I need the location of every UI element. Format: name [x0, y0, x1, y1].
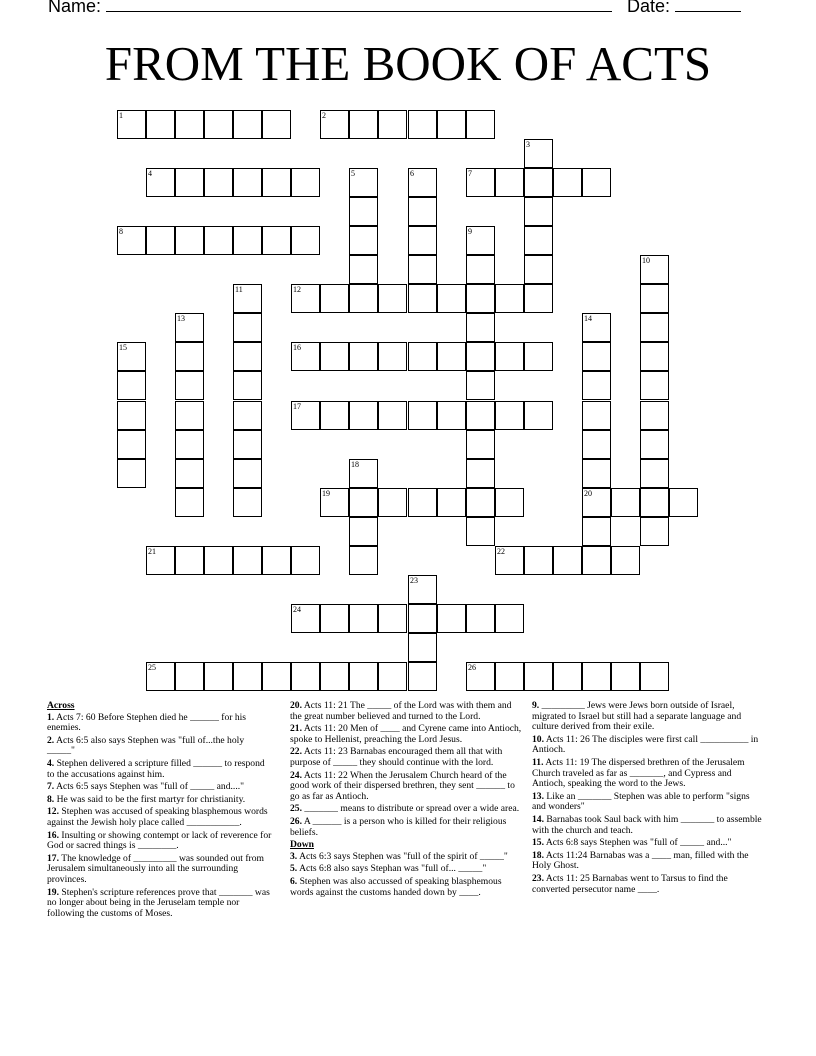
grid-cell[interactable]	[378, 342, 407, 371]
clue-item	[47, 888, 272, 920]
clue-item-text: Insulting or showing contempt or lack of reverence for God or sacred things is ________.	[47, 829, 272, 852]
grid-cell[interactable]	[349, 168, 378, 197]
grid-cell[interactable]	[582, 459, 611, 488]
clue-item-text: Acts 11: 21 The _____ of the Lord was with them and the great number believed and turned to the Lord.	[290, 700, 512, 722]
grid-cell[interactable]	[320, 488, 349, 517]
clue-item	[532, 838, 762, 849]
down-clue-list-cont	[532, 701, 762, 895]
grid-cell[interactable]	[466, 371, 495, 400]
clue-item-text: Acts 11: 23 Barnabas encouraged them all that with purpose of _____ they should continue with the lord.	[290, 746, 503, 768]
clue-number: 12	[293, 285, 301, 294]
page-title: FROM THE BOOK OF ACTS	[104, 36, 712, 91]
grid-cell[interactable]	[262, 546, 291, 575]
clue-item-number: 19.	[47, 886, 59, 898]
clue-item-text: Acts 6:5 also says Stephen was "full of...the holy _____"	[47, 734, 245, 757]
grid-cell[interactable]	[233, 430, 262, 459]
grid-cell[interactable]	[175, 488, 204, 517]
grid-cell[interactable]	[175, 342, 204, 371]
clue-item	[532, 851, 762, 872]
clue-number: 24	[293, 605, 301, 614]
clue-number: 13	[177, 314, 185, 323]
clue-item	[532, 735, 762, 756]
grid-cell[interactable]	[320, 604, 349, 633]
grid-cell[interactable]	[378, 284, 407, 313]
grid-cell[interactable]	[495, 342, 524, 371]
grid-cell[interactable]	[408, 401, 437, 430]
grid-cell[interactable]	[437, 284, 466, 313]
grid-cell[interactable]	[320, 284, 349, 313]
grid-cell[interactable]	[466, 342, 495, 371]
grid-cell[interactable]	[291, 226, 320, 255]
grid-cell[interactable]	[524, 139, 553, 168]
grid-cell[interactable]	[495, 546, 524, 575]
grid-cell[interactable]	[175, 662, 204, 691]
clue-item	[532, 758, 762, 790]
grid-cell[interactable]	[437, 342, 466, 371]
clue-item	[290, 747, 522, 768]
clue-item-number: 5.	[290, 863, 298, 875]
grid-cell[interactable]	[233, 488, 262, 517]
clue-number: 15	[119, 343, 127, 352]
grid-cell[interactable]	[233, 342, 262, 371]
clue-item-text: Acts 11:24 Barnabas was a ____ man, filled with the Holy Ghost.	[532, 849, 749, 872]
grid-cell[interactable]	[233, 226, 262, 255]
grid-cell[interactable]	[437, 401, 466, 430]
grid-cell[interactable]	[378, 488, 407, 517]
clue-number: 16	[293, 343, 301, 352]
grid-cell[interactable]	[408, 342, 437, 371]
clue-number: 18	[351, 460, 359, 469]
grid-cell[interactable]	[524, 401, 553, 430]
down-heading: Down	[290, 839, 314, 851]
grid-cell[interactable]	[495, 604, 524, 633]
grid-cell[interactable]	[408, 226, 437, 255]
clue-item	[47, 854, 272, 886]
grid-cell[interactable]	[466, 604, 495, 633]
clue-item-number: 6.	[290, 875, 298, 887]
grid-cell[interactable]	[291, 168, 320, 197]
grid-cell[interactable]	[466, 517, 495, 546]
grid-cell[interactable]	[408, 197, 437, 226]
grid-cell[interactable]	[349, 197, 378, 226]
clue-item-number: 9.	[532, 700, 540, 711]
grid-cell[interactable]	[233, 546, 262, 575]
clue-item	[47, 759, 272, 780]
grid-cell[interactable]	[146, 226, 175, 255]
grid-cell[interactable]	[175, 313, 204, 342]
clue-item	[290, 724, 522, 745]
date-label: Date:	[627, 0, 671, 16]
grid-cell[interactable]	[146, 168, 175, 197]
grid-cell[interactable]	[262, 110, 291, 139]
clue-number: 11	[235, 285, 243, 294]
grid-cell[interactable]	[582, 313, 611, 342]
clue-item-number: 17.	[47, 852, 59, 864]
grid-cell[interactable]	[466, 255, 495, 284]
grid-cell[interactable]	[349, 662, 378, 691]
grid-cell[interactable]	[175, 226, 204, 255]
clue-number: 2	[322, 111, 326, 120]
grid-cell[interactable]	[582, 517, 611, 546]
grid-cell[interactable]	[640, 517, 669, 546]
name-line[interactable]	[106, 0, 612, 12]
grid-cell[interactable]	[553, 168, 582, 197]
grid-cell[interactable]	[524, 284, 553, 313]
clue-number: 9	[468, 227, 472, 236]
grid-cell[interactable]	[408, 284, 437, 313]
grid-cell[interactable]	[466, 226, 495, 255]
grid-cell[interactable]	[291, 546, 320, 575]
clue-item	[532, 792, 762, 813]
grid-cell[interactable]	[117, 342, 146, 371]
grid-cell[interactable]	[146, 662, 175, 691]
clue-number: 4	[148, 169, 152, 178]
grid-cell[interactable]	[466, 284, 495, 313]
clue-item	[290, 852, 522, 863]
grid-cell[interactable]	[524, 168, 553, 197]
grid-cell[interactable]	[204, 110, 233, 139]
clue-item-text: Stephen was accused of speaking blasphemous words against the Jewish holy place called ___________.	[47, 806, 268, 828]
clue-item-text: He was said to be the first martyr for christianity.	[54, 793, 246, 805]
clue-item	[47, 831, 272, 852]
clue-item-number: 10.	[532, 733, 544, 745]
clue-item-number: 4.	[47, 757, 55, 769]
grid-cell[interactable]	[408, 633, 437, 662]
grid-cell[interactable]	[466, 110, 495, 139]
grid-cell[interactable]	[611, 488, 640, 517]
grid-cell[interactable]	[466, 430, 495, 459]
clue-item-text: Stephen was also accussed of speaking blasphemous words against the customs handed down by ____.	[290, 875, 502, 898]
grid-cell[interactable]	[117, 430, 146, 459]
clue-item-text: Stephen's scripture references prove that _______ was no longer about being in the Jeruselam temple nor following the customs of Moses.	[47, 886, 270, 919]
grid-cell[interactable]	[320, 401, 349, 430]
grid-cell[interactable]	[611, 546, 640, 575]
grid-cell[interactable]	[640, 255, 669, 284]
clue-item-number: 16.	[47, 829, 59, 841]
grid-cell[interactable]	[349, 342, 378, 371]
grid-cell[interactable]	[408, 168, 437, 197]
grid-cell[interactable]	[291, 342, 320, 371]
grid-cell[interactable]	[349, 604, 378, 633]
clue-item-number: 13.	[532, 790, 544, 802]
clue-item-text: Acts 6:8 also says Stephan was "full of... _____"	[297, 863, 487, 875]
grid-cell[interactable]	[640, 313, 669, 342]
clue-number: 6	[410, 169, 414, 178]
grid-cell[interactable]	[291, 284, 320, 313]
grid-cell[interactable]	[408, 110, 437, 139]
clue-item-number: 2.	[47, 734, 55, 746]
grid-cell[interactable]	[117, 459, 146, 488]
clue-item-text: Acts 6:3 says Stephen was "full of the spirit of _____"	[297, 850, 508, 862]
name-field[interactable]	[48, 0, 612, 17]
grid-cell[interactable]	[437, 488, 466, 517]
grid-cell[interactable]	[262, 226, 291, 255]
grid-cell[interactable]	[233, 168, 262, 197]
grid-cell[interactable]	[349, 284, 378, 313]
clue-number: 1	[119, 111, 123, 120]
grid-cell[interactable]	[349, 488, 378, 517]
clue-item-number: 8.	[47, 793, 55, 805]
grid-cell[interactable]	[320, 110, 349, 139]
clue-item-number: 14.	[532, 813, 544, 825]
grid-cell[interactable]	[582, 371, 611, 400]
grid-cell[interactable]	[378, 662, 407, 691]
grid-cell[interactable]	[582, 401, 611, 430]
clue-number: 25	[148, 663, 156, 672]
grid-cell[interactable]	[233, 401, 262, 430]
grid-cell[interactable]	[146, 110, 175, 139]
grid-cell[interactable]	[117, 110, 146, 139]
grid-cell[interactable]	[524, 255, 553, 284]
grid-cell[interactable]	[378, 110, 407, 139]
grid-cell[interactable]	[640, 401, 669, 430]
grid-cell[interactable]	[204, 168, 233, 197]
clue-number: 3	[526, 140, 530, 149]
clue-item-text: Like an _______ Stephen was able to perform "signs and wonders"	[532, 790, 750, 813]
name-label: Name:	[48, 0, 102, 16]
grid-cell[interactable]	[669, 488, 698, 517]
grid-cell[interactable]	[291, 401, 320, 430]
clue-item-text: Barnabas took Saul back with him _______ to assemble with the church and teach.	[532, 813, 762, 836]
grid-cell[interactable]	[117, 371, 146, 400]
clue-number: 5	[351, 169, 355, 178]
clue-item-number: 18.	[532, 849, 544, 861]
grid-cell[interactable]	[262, 168, 291, 197]
clue-item-text: _________ Jews were Jews born outside of Israel, migrated to Israel but still had a separate language and culture derived from their exile.	[532, 700, 742, 733]
clue-item-text: Acts 11: 22 When the Jerusalem Church heard of the good work of their dispersed brethren, they sent ______ to go as far as Antioch.	[290, 769, 515, 802]
grid-cell[interactable]	[291, 604, 320, 633]
clue-item	[47, 795, 272, 806]
grid-cell[interactable]	[175, 110, 204, 139]
grid-cell[interactable]	[320, 342, 349, 371]
clue-item-text: Acts 7: 60 Before Stephen died he ______ for his enemies.	[47, 711, 247, 734]
grid-cell[interactable]	[495, 488, 524, 517]
clue-number: 26	[468, 663, 476, 672]
grid-cell[interactable]	[233, 313, 262, 342]
clue-item	[290, 701, 522, 722]
grid-cell[interactable]	[349, 226, 378, 255]
grid-cell[interactable]	[640, 371, 669, 400]
clue-item	[47, 807, 272, 828]
clue-item-number: 11.	[532, 756, 544, 768]
grid-cell[interactable]	[640, 459, 669, 488]
clue-item	[290, 771, 522, 803]
grid-cell[interactable]	[175, 168, 204, 197]
clue-number: 23	[410, 576, 418, 585]
clue-item-number: 15.	[532, 837, 544, 849]
grid-cell[interactable]	[524, 342, 553, 371]
grid-cell[interactable]	[233, 284, 262, 313]
grid-cell[interactable]	[582, 488, 611, 517]
clue-number: 19	[322, 489, 330, 498]
clue-item-number: 24.	[290, 769, 302, 781]
grid-cell[interactable]	[582, 430, 611, 459]
clue-item-text: Acts 11: 26 The disciples were first call __________ in Antioch.	[532, 733, 759, 756]
clue-item-text: Acts 11: 20 Men of ____ and Cyrene came into Antioch, spoke to Hellenist, preaching the Lord Jesus.	[290, 723, 522, 745]
grid-cell[interactable]	[524, 197, 553, 226]
grid-cell[interactable]	[466, 313, 495, 342]
grid-cell[interactable]	[437, 604, 466, 633]
grid-cell[interactable]	[349, 255, 378, 284]
grid-cell[interactable]	[233, 371, 262, 400]
clue-item-number: 21.	[290, 723, 302, 735]
grid-cell[interactable]	[495, 401, 524, 430]
grid-cell[interactable]	[320, 662, 349, 691]
grid-cell[interactable]	[582, 342, 611, 371]
across-clue-list-cont	[290, 701, 522, 838]
clue-number: 7	[468, 169, 472, 178]
grid-cell[interactable]	[524, 546, 553, 575]
clue-item-text: Acts 6:5 says Stephen was "full of _____ and...."	[54, 781, 245, 793]
grid-cell[interactable]	[553, 546, 582, 575]
grid-cell[interactable]	[175, 459, 204, 488]
grid-cell[interactable]	[262, 662, 291, 691]
clue-number: 8	[119, 227, 123, 236]
clue-item-number: 12.	[47, 806, 59, 818]
clue-item-text: Acts 6:8 says Stephen was "full of _____ and..."	[544, 837, 732, 849]
grid-cell[interactable]	[233, 459, 262, 488]
clue-number: 17	[293, 402, 301, 411]
grid-cell[interactable]	[611, 662, 640, 691]
clues-column-2	[290, 701, 522, 900]
clue-item	[290, 817, 522, 838]
grid-cell[interactable]	[349, 546, 378, 575]
clue-item-number: 23.	[532, 872, 544, 884]
clue-item	[290, 877, 522, 898]
grid-cell[interactable]	[582, 662, 611, 691]
clue-item-text: Stephen delivered a scripture filled ______ to respond to the accusations against him.	[47, 757, 265, 780]
grid-cell[interactable]	[640, 284, 669, 313]
clue-item-text: Acts 11: 25 Barnabas went to Tarsus to find the converted persecutor name ____.	[532, 872, 728, 895]
across-heading: Across	[47, 700, 75, 711]
grid-cell[interactable]	[495, 284, 524, 313]
grid-cell[interactable]	[408, 575, 437, 604]
clue-item	[290, 864, 522, 875]
grid-cell[interactable]	[466, 168, 495, 197]
grid-cell[interactable]	[408, 255, 437, 284]
grid-cell[interactable]	[466, 488, 495, 517]
clue-item-number: 22.	[290, 746, 302, 758]
grid-cell[interactable]	[349, 401, 378, 430]
grid-cell[interactable]	[378, 604, 407, 633]
grid-cell[interactable]	[291, 662, 320, 691]
grid-cell[interactable]	[204, 546, 233, 575]
grid-cell[interactable]	[582, 168, 611, 197]
grid-cell[interactable]	[640, 430, 669, 459]
across-clue-list	[47, 713, 272, 920]
clue-item-number: 25.	[290, 803, 302, 815]
grid-cell[interactable]	[495, 168, 524, 197]
grid-cell[interactable]	[204, 662, 233, 691]
grid-cell[interactable]	[553, 662, 582, 691]
clues-column-3	[532, 701, 762, 897]
down-clue-list	[290, 852, 522, 898]
grid-cell[interactable]	[582, 546, 611, 575]
grid-cell[interactable]	[175, 546, 204, 575]
grid-cell[interactable]	[117, 401, 146, 430]
grid-cell[interactable]	[117, 226, 146, 255]
grid-cell[interactable]	[640, 342, 669, 371]
clues-column-1	[47, 701, 272, 921]
grid-cell[interactable]	[349, 459, 378, 488]
clue-number: 10	[642, 256, 650, 265]
clue-item	[47, 736, 272, 757]
grid-cell[interactable]	[233, 662, 262, 691]
clue-number: 22	[497, 547, 505, 556]
grid-cell[interactable]	[204, 226, 233, 255]
grid-cell[interactable]	[378, 401, 407, 430]
clue-item	[47, 713, 272, 734]
grid-cell[interactable]	[437, 110, 466, 139]
grid-cell[interactable]	[408, 604, 437, 633]
grid-cell[interactable]	[175, 430, 204, 459]
clue-item-number: 20.	[290, 700, 302, 711]
clue-item	[47, 782, 272, 793]
clue-item-text: Acts 11: 19 The dispersed brethren of the Jerusalem Church traveled as far as _______, and Cypress and Antioch, speaking the word to the Jews.	[532, 756, 745, 790]
clue-number: 20	[584, 489, 592, 498]
grid-cell[interactable]	[524, 662, 553, 691]
grid-cell[interactable]	[175, 401, 204, 430]
grid-cell[interactable]	[175, 371, 204, 400]
grid-cell[interactable]	[524, 226, 553, 255]
grid-cell[interactable]	[233, 110, 262, 139]
clue-item-text: A ______ is a person who is killed for their religious beliefs.	[290, 815, 507, 838]
clue-item	[290, 804, 522, 815]
date-field[interactable]	[627, 0, 741, 17]
clue-number: 14	[584, 314, 592, 323]
grid-cell[interactable]	[408, 662, 437, 691]
grid-cell[interactable]	[466, 459, 495, 488]
grid-cell[interactable]	[466, 662, 495, 691]
grid-cell[interactable]	[495, 662, 524, 691]
grid-cell[interactable]	[146, 546, 175, 575]
grid-cell[interactable]	[349, 517, 378, 546]
grid-cell[interactable]	[408, 488, 437, 517]
clue-item	[532, 815, 762, 836]
clue-item	[532, 701, 762, 733]
clue-item-number: 7.	[47, 781, 55, 793]
clue-item	[532, 874, 762, 895]
grid-cell[interactable]	[349, 110, 378, 139]
clue-item-text: The knowledge of _________ was sounded out from Jerusalem simultaneously into all the surrounding provinces.	[47, 852, 264, 885]
clue-item-text: _______ means to distribute or spread over a wide area.	[302, 803, 520, 815]
clue-number: 21	[148, 547, 156, 556]
date-line[interactable]	[675, 0, 741, 12]
clue-item-number: 26.	[290, 815, 302, 827]
grid-cell[interactable]	[640, 488, 669, 517]
grid-cell[interactable]	[466, 401, 495, 430]
clue-item-number: 3.	[290, 850, 298, 862]
grid-cell[interactable]	[640, 662, 669, 691]
clue-item-number: 1.	[47, 711, 55, 723]
